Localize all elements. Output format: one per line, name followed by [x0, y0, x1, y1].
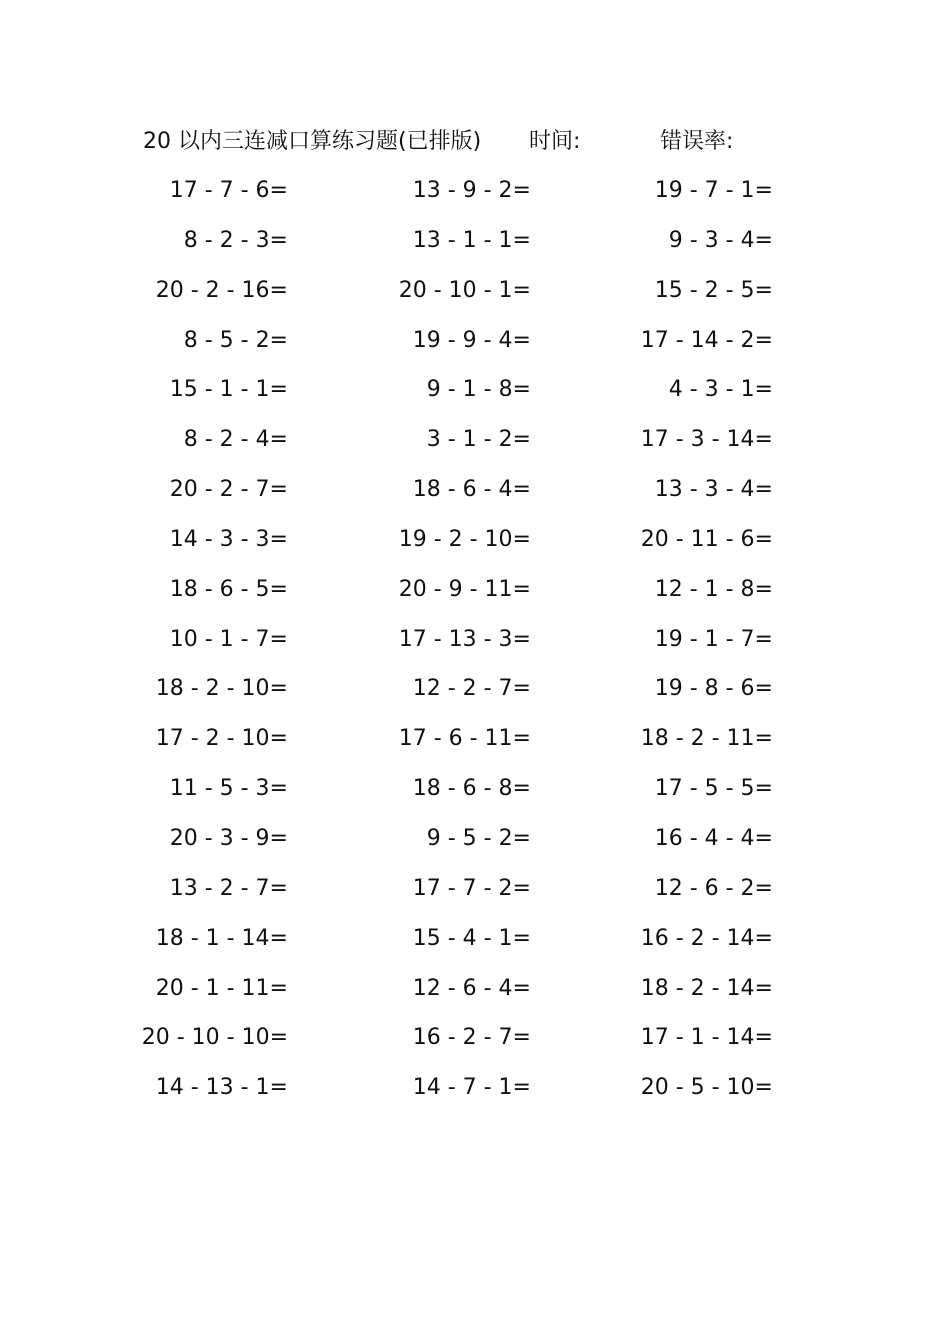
problem-row — [0, 914, 950, 964]
problem-item: 14 - 3 - 3= — [169, 526, 288, 552]
problem-row — [0, 166, 950, 216]
problem-item: 15 - 2 - 5= — [654, 277, 773, 303]
problem-item: 15 - 4 - 1= — [412, 925, 531, 951]
worksheet-title: 20 以内三连减口算练习题(已排版) — [143, 129, 482, 154]
problem-item: 18 - 6 - 4= — [412, 477, 531, 503]
problem-row — [0, 1013, 950, 1063]
problem-item: 18 - 6 - 8= — [412, 776, 531, 802]
problem-item: 19 - 9 - 4= — [412, 327, 531, 353]
problem-row — [0, 266, 950, 316]
problem-item: 18 - 6 - 5= — [169, 576, 288, 602]
problem-row — [0, 1063, 950, 1113]
problem-grid — [0, 166, 950, 1113]
problem-item: 18 - 2 - 11= — [640, 726, 773, 752]
worksheet-header — [143, 124, 843, 160]
problem-item: 8 - 2 - 3= — [183, 227, 288, 253]
problem-item: 8 - 2 - 4= — [183, 427, 288, 453]
problem-row — [0, 465, 950, 515]
problem-item: 16 - 2 - 7= — [412, 1025, 531, 1051]
problem-item: 17 - 7 - 2= — [412, 875, 531, 901]
problem-item: 17 - 2 - 10= — [155, 726, 288, 752]
problem-row — [0, 664, 950, 714]
problem-item: 14 - 7 - 1= — [412, 1075, 531, 1101]
error-rate-label: 错误率: — [660, 129, 734, 154]
problem-row — [0, 515, 950, 565]
problem-row — [0, 714, 950, 764]
problem-item: 12 - 1 - 8= — [654, 576, 773, 602]
problem-item: 20 - 2 - 7= — [169, 477, 288, 503]
problem-row — [0, 864, 950, 914]
problem-item: 13 - 2 - 7= — [169, 875, 288, 901]
problem-item: 17 - 6 - 11= — [398, 726, 531, 752]
problem-row — [0, 964, 950, 1014]
problem-item: 19 - 8 - 6= — [654, 676, 773, 702]
problem-item: 17 - 7 - 6= — [169, 178, 288, 203]
problem-item: 13 - 9 - 2= — [412, 178, 531, 203]
problem-item: 10 - 1 - 7= — [169, 626, 288, 652]
problem-item: 4 - 3 - 1= — [668, 377, 773, 403]
problem-row — [0, 316, 950, 366]
problem-item: 14 - 13 - 1= — [155, 1075, 288, 1101]
problem-item: 17 - 3 - 14= — [640, 427, 773, 453]
problem-item: 20 - 1 - 11= — [155, 975, 288, 1001]
problem-item: 9 - 3 - 4= — [668, 227, 773, 253]
problem-item: 16 - 4 - 4= — [654, 825, 773, 851]
problem-row — [0, 764, 950, 814]
problem-item: 20 - 11 - 6= — [640, 526, 773, 552]
problem-item: 20 - 3 - 9= — [169, 825, 288, 851]
problem-row — [0, 216, 950, 266]
problem-item: 18 - 2 - 10= — [155, 676, 288, 702]
problem-row — [0, 565, 950, 615]
problem-row — [0, 365, 950, 415]
problem-item: 19 - 2 - 10= — [398, 526, 531, 552]
problem-item: 12 - 2 - 7= — [412, 676, 531, 702]
problem-item: 20 - 10 - 1= — [398, 277, 531, 303]
problem-item: 20 - 2 - 16= — [155, 277, 288, 303]
problem-item: 17 - 14 - 2= — [640, 327, 773, 353]
problem-item: 8 - 5 - 2= — [183, 327, 288, 353]
problem-item: 3 - 1 - 2= — [426, 427, 531, 453]
problem-item: 12 - 6 - 2= — [654, 875, 773, 901]
problem-item: 18 - 2 - 14= — [640, 975, 773, 1001]
problem-item: 19 - 7 - 1= — [654, 178, 773, 203]
problem-item: 20 - 10 - 10= — [141, 1025, 288, 1051]
problem-item: 20 - 9 - 11= — [398, 576, 531, 602]
problem-row — [0, 615, 950, 665]
problem-item: 17 - 13 - 3= — [398, 626, 531, 652]
problem-item: 19 - 1 - 7= — [654, 626, 773, 652]
problem-item: 12 - 6 - 4= — [412, 975, 531, 1001]
time-label: 时间: — [529, 129, 581, 154]
problem-item: 15 - 1 - 1= — [169, 377, 288, 403]
problem-item: 9 - 1 - 8= — [426, 377, 531, 403]
problem-item: 17 - 1 - 14= — [640, 1025, 773, 1051]
problem-item: 9 - 5 - 2= — [426, 825, 531, 851]
problem-row — [0, 814, 950, 864]
problem-item: 13 - 3 - 4= — [654, 477, 773, 503]
problem-item: 18 - 1 - 14= — [155, 925, 288, 951]
problem-item: 11 - 5 - 3= — [169, 776, 288, 802]
problem-item: 16 - 2 - 14= — [640, 925, 773, 951]
problem-item: 20 - 5 - 10= — [640, 1075, 773, 1101]
problem-item: 13 - 1 - 1= — [412, 227, 531, 253]
problem-item: 17 - 5 - 5= — [654, 776, 773, 802]
problem-row — [0, 415, 950, 465]
